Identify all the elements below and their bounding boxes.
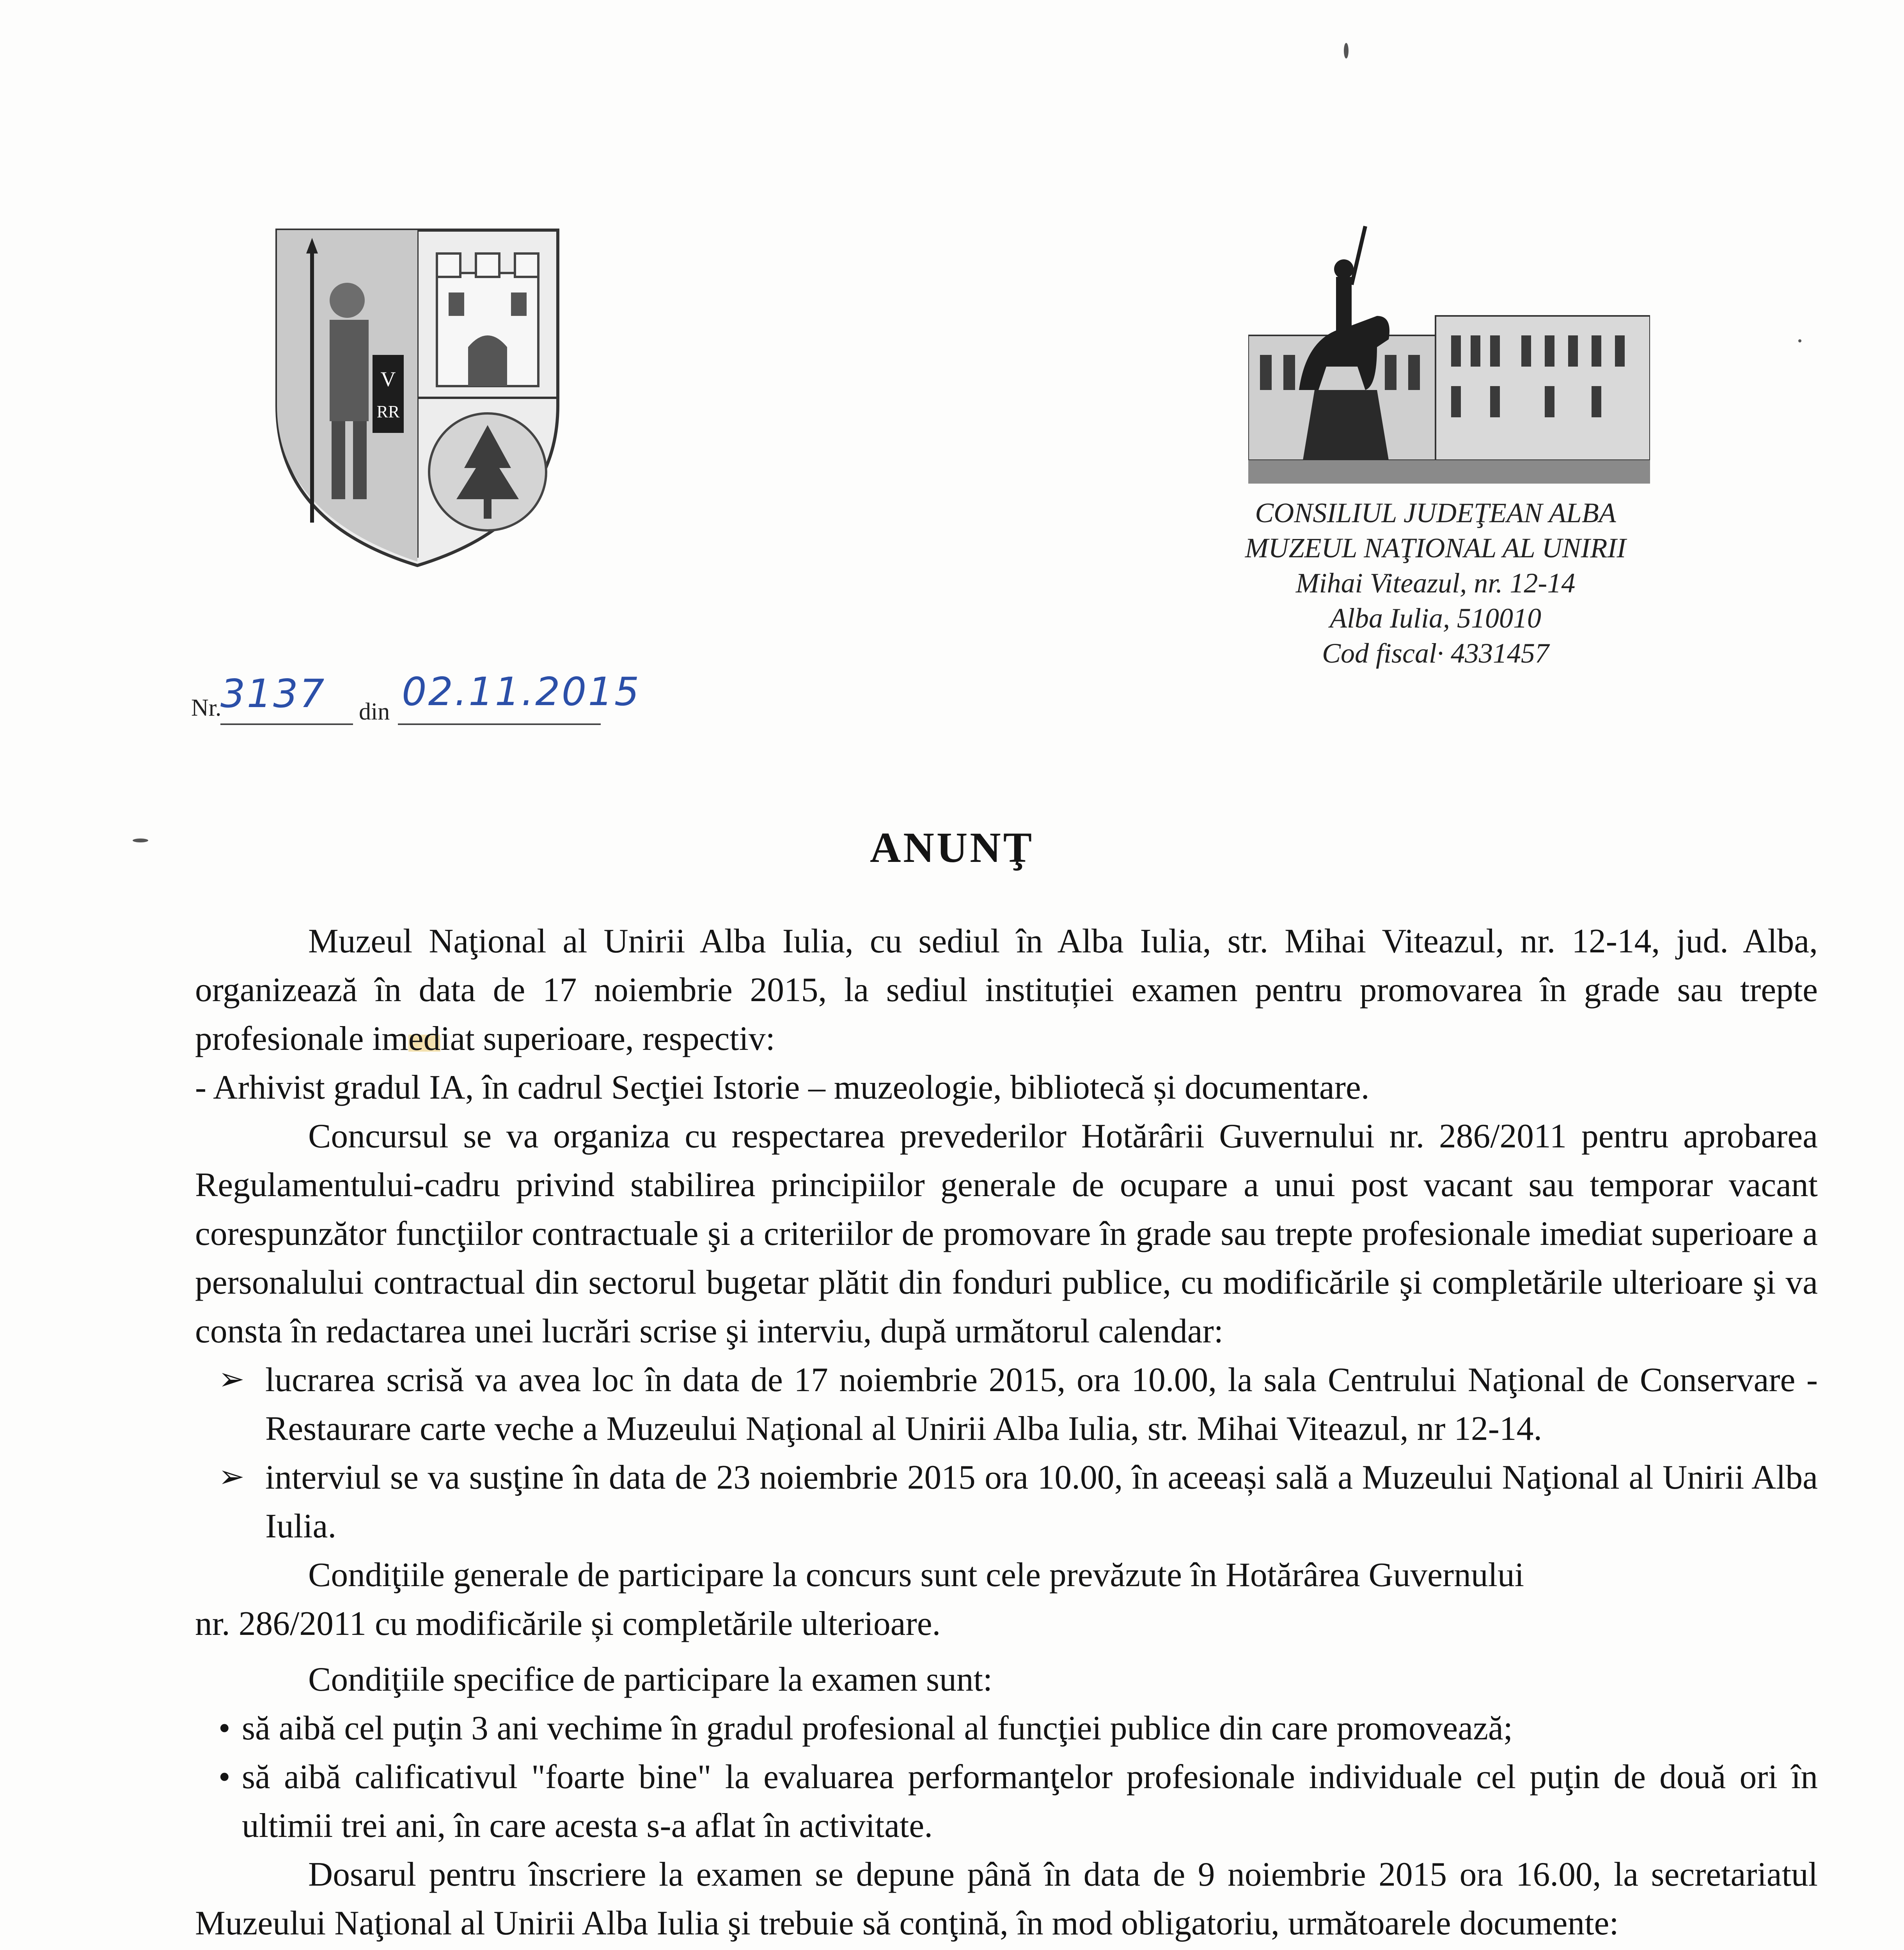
list-item: ➢ lucrarea scrisă va avea loc în data de 17 noiembrie 2015, ora 10.00, la sala Centrului Naţional de Conservare - Restaurare carte veche a Muzeului Naţional al Unirii Alba Iulia, str. Mihai Viteazul, nr 12-14. — [195, 1355, 1818, 1453]
scan-speck — [133, 838, 148, 842]
registration-number: 3137 — [220, 671, 326, 716]
din-label: din — [359, 698, 390, 725]
svg-text:V: V — [380, 367, 396, 391]
dot-bullet-icon: • — [218, 1709, 231, 1747]
scan-speck — [1344, 43, 1349, 58]
date-underline — [398, 723, 601, 725]
org-line-city: Alba Iulia, 510010 — [1330, 603, 1541, 634]
list-item: • să aibă calificativul "foarte bine" la evaluarea performanţelor profesionale individuale cel puţin de două ori în ultimii trei ani, în care acesta s-a aflat în activitate. — [195, 1752, 1818, 1850]
museum-building-icon — [1248, 218, 1650, 491]
arrow-bullet-icon: ➢ — [218, 1362, 245, 1397]
list-item: ➢ interviul se va susţine în data de 23 noiembrie 2015 ora 10.00, în aceeași sală a Muzeului Naţional al Unirii Alba Iulia. — [195, 1453, 1818, 1550]
nr-underline — [220, 723, 353, 725]
general-conditions-continuation: nr. 286/2011 cu modificările și completările ulterioare. — [195, 1604, 941, 1642]
dot-bullet-icon: • — [218, 1758, 231, 1796]
org-line-county-council: CONSILIUL JUDEŢEAN ALBA — [1255, 497, 1616, 528]
list-item: • să aibă cel puţin 3 ani vechime în gradul profesional al funcţiei publice din care promovează; — [195, 1704, 1818, 1752]
nr-label: Nr. — [191, 695, 222, 721]
specific-conditions-heading: Condiţiile specifice de participare la examen sunt: — [308, 1660, 993, 1698]
general-conditions-paragraph: Condiţiile generale de participare la concurs sunt cele prevăzute în Hotărârea Guvernului — [308, 1556, 1524, 1594]
dot-bullet-icon — [250, 1947, 262, 1950]
org-line-fiscal-code: Cod fiscal· 4331457 — [1322, 638, 1549, 669]
registration-date: 02.11.2015 — [402, 669, 641, 714]
institution-address — [1190, 495, 1681, 671]
registration-line — [191, 655, 659, 733]
arrow-bullet-icon: ➢ — [218, 1460, 245, 1494]
svg-text:RR: RR — [376, 402, 400, 421]
list-item — [195, 1947, 1818, 1950]
coat-of-arms-icon — [273, 226, 562, 569]
page-title: ANUNŢ — [869, 824, 1035, 871]
org-line-street: Mihai Viteazul, nr. 12-14 — [1295, 567, 1576, 599]
org-line-museum: MUZEUL NAŢIONAL AL UNIRII — [1245, 532, 1626, 564]
position-paragraph: - Arhivist gradul IA, în cadrul Secţiei Istorie – muzeologie, bibliotecă și documentare. — [195, 1068, 1370, 1106]
legal-basis-paragraph: Concursul se va organiza cu respectarea prevederilor Hotărârii Guvernului nr. 286/2011 pentru aprobarea Regulamentului-cadru privind stabilirea principiilor generale de ocupare a unui post vacant sau temporar vacant corespunzător funcţiilor contractuale şi a criteriilor de promovare în grade sau trepte profesionale imediat superioare a personalului contractual din sectorul bugetar plătit din fonduri publice, cu modificările şi completările ulterioare şi va consta în redactarea unei lucrări scrise şi interviu, după următorul calendar: — [195, 1117, 1818, 1350]
highlight-mark: ed — [408, 1019, 441, 1057]
scan-speck — [1798, 339, 1801, 342]
intro-paragraph: Muzeul Naţional al Unirii Alba Iulia, cu sediul în Alba Iulia, str. Mihai Viteazul, nr. 12-14, jud. Alba, organizează în data de 17 noiembrie 2015, la sediul instituției examen pentru promovarea în grade sau trepte profesionale imediat superioare, respectiv: — [195, 922, 1818, 1057]
file-submission-paragraph: Dosarul pentru înscriere la examen se depune până în data de 9 noiembrie 2015 ora 16.00, la secretariatul Muzeului Naţional al Unirii Alba Iulia şi trebuie să conţină, în mod obligatoriu, următoarele documente: — [195, 1855, 1818, 1942]
announcement-body — [195, 916, 1818, 1950]
